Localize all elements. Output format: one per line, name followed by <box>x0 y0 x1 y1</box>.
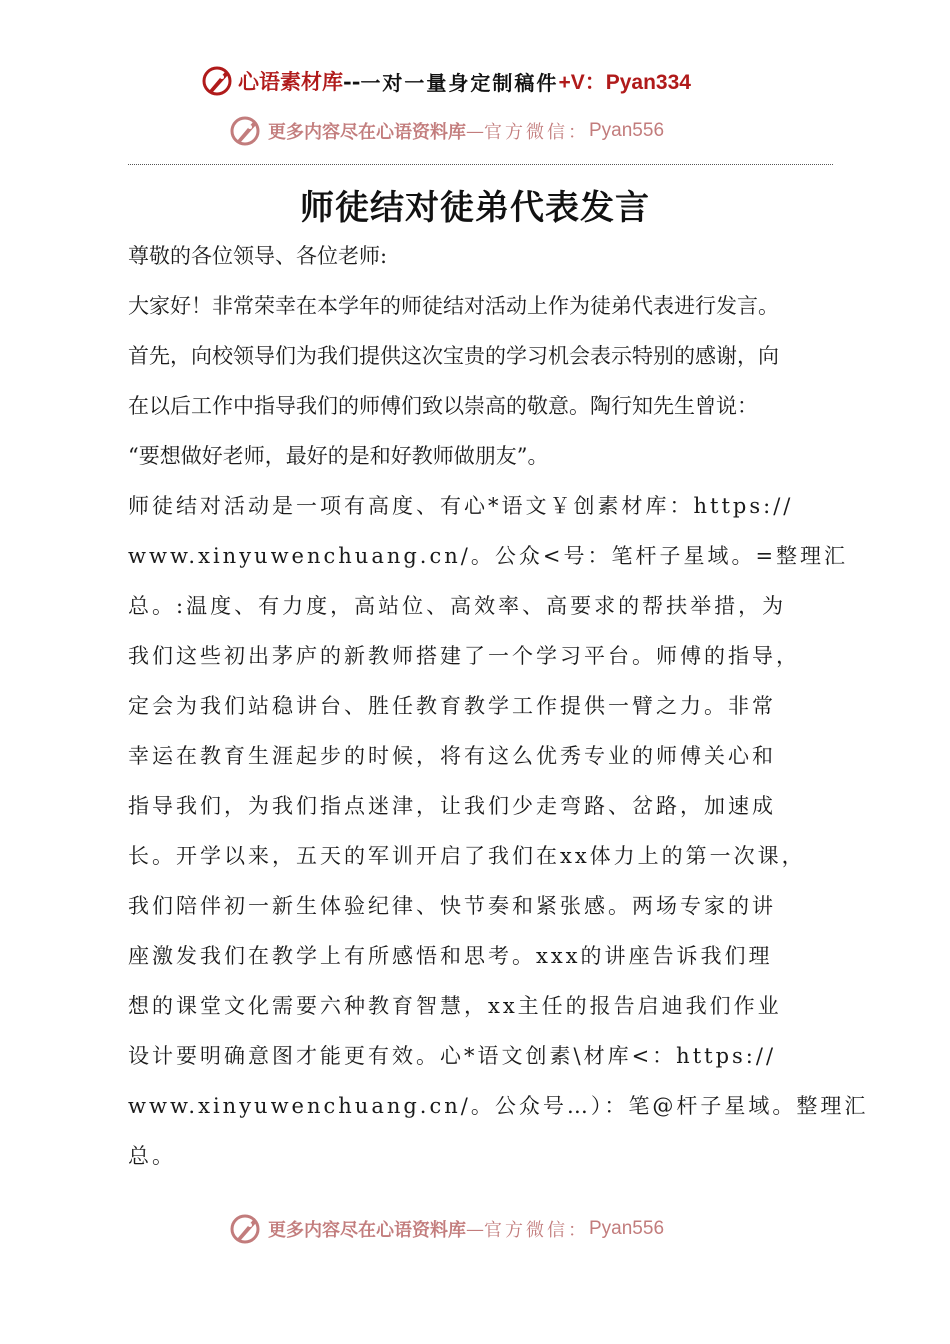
body-line: 我们陪伴初一新生体验纪律、快节奏和紧张感。两场专家的讲 <box>128 894 776 918</box>
header-wechat: +V：Pyan334 <box>558 71 691 94</box>
promo-banner-bottom <box>228 1212 664 1246</box>
promo-wechat: Pyan556 <box>589 1218 665 1239</box>
pen-logo-icon <box>200 64 234 98</box>
body-line: 想的课堂文化需要六种教育智慧，xx主任的报告启迪我们作业 <box>128 994 782 1018</box>
pen-logo-icon <box>228 114 262 148</box>
body-line: 幸运在教育生涯起步的时候，将有这么优秀专业的师傅关心和 <box>128 744 776 768</box>
body-line: 在以后工作中指导我们的师傅们致以崇高的敬意。陶行知先生曾说： <box>128 394 758 418</box>
body-line: www.xinyuwenchuang.cn/。公众<号：笔杆子星域。=整理汇 <box>128 544 849 568</box>
document-title: 师徒结对徒弟代表发言 <box>300 188 650 228</box>
body-line: www.xinyuwenchuang.cn/。公众号…）：笔@杆子星域。整理汇 <box>128 1094 869 1118</box>
body-line: “要想做好老师，最好的是和好教师做朋友”。 <box>128 444 549 468</box>
body-line: 总。 <box>128 1144 176 1168</box>
body-line: 指导我们，为我们指点迷津，让我们少走弯路、岔路，加速成 <box>128 794 776 818</box>
body-line: 总。:温度、有力度，高站位、高效率、高要求的帮扶举措，为 <box>128 594 787 618</box>
body-line: 座激发我们在教学上有所感悟和思考。xxx的讲座告诉我们理 <box>128 944 773 968</box>
body-line: 首先，向校领导们为我们提供这次宝贵的学习机会表示特别的感谢，向 <box>128 344 779 368</box>
header-slogan: 一对一量身定制稿件 <box>360 70 559 95</box>
pen-logo-icon <box>228 1212 262 1246</box>
document-body <box>128 236 869 1186</box>
promo-banner-top <box>228 114 664 148</box>
brand-name: 心语素材库 <box>238 69 343 94</box>
header-divider <box>128 164 833 165</box>
promo-text: 更多内容尽在心语资料库 <box>268 122 466 143</box>
body-line: 长。开学以来，五天的军训开启了我们在xx体力上的第一次课， <box>128 844 806 868</box>
promo-dash: — <box>466 120 484 142</box>
promo-official-label: 官方微信： <box>484 122 589 143</box>
body-line: 师徒结对活动是一项有高度、有心*语文￥创素材库：https:// <box>128 494 794 518</box>
promo-dash: — <box>466 1218 484 1240</box>
promo-text: 更多内容尽在心语资料库 <box>268 1220 466 1241</box>
body-line: 设计要明确意图才能更有效。心*语文创素\材库<：https:// <box>128 1044 777 1068</box>
promo-wechat: Pyan556 <box>589 120 665 141</box>
body-line: 我们这些初出茅庐的新教师搭建了一个学习平台。师傅的指导， <box>128 644 800 668</box>
body-line: 定会为我们站稳讲台、胜任教育教学工作提供一臂之力。非常 <box>128 694 776 718</box>
header-banner <box>200 66 691 96</box>
body-line: 大家好！非常荣幸在本学年的师徒结对活动上作为徒弟代表进行发言。 <box>128 294 779 318</box>
header-dash: -- <box>343 68 361 94</box>
body-line: 尊敬的各位领导、各位老师: <box>128 244 388 268</box>
promo-official-label: 官方微信： <box>484 1220 589 1241</box>
